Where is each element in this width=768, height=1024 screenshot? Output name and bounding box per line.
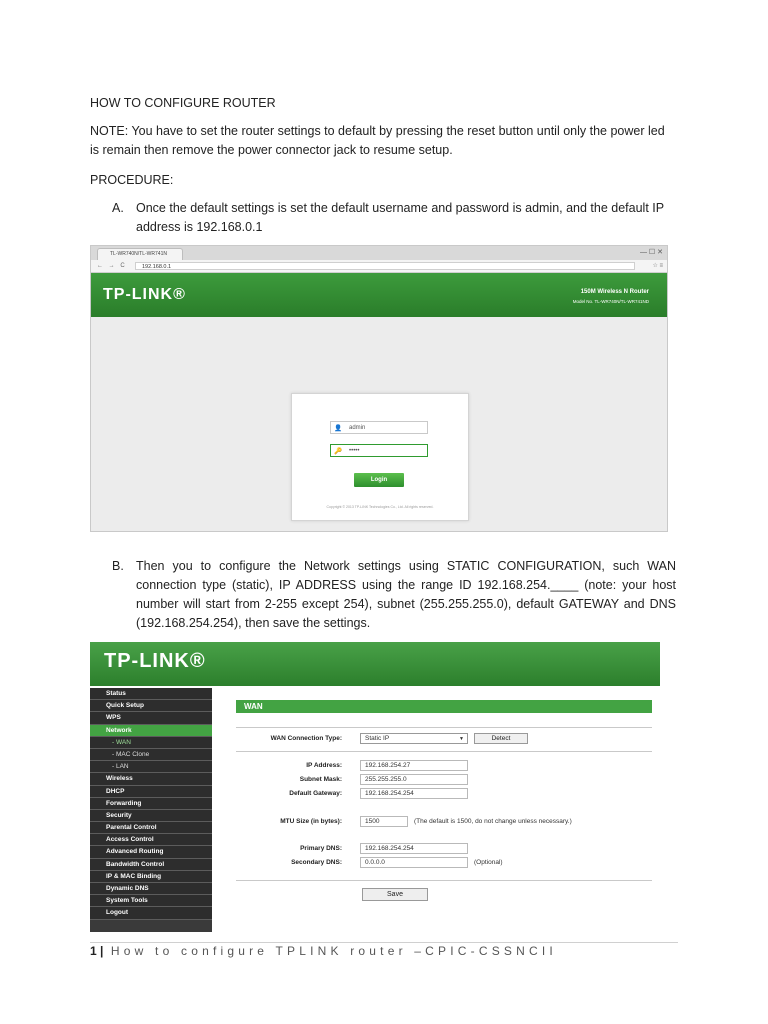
divider — [236, 880, 652, 881]
page-footer — [90, 944, 557, 958]
username-value: admin — [349, 425, 366, 431]
page-number: 1 | — [90, 944, 104, 958]
step-a-text: Once the default settings is set the default username and password is admin, and the default IP address is 192.168.0.1 — [136, 201, 664, 234]
browser-tab[interactable]: TL-WR740N/TL-WR741N — [97, 248, 183, 260]
mask-row — [236, 774, 652, 786]
dns2-label: Secondary DNS: — [291, 859, 342, 866]
menu-item[interactable]: Advanced Routing — [90, 846, 212, 858]
step-b — [112, 557, 676, 633]
browser-nav-icons[interactable]: ← → C — [97, 263, 127, 269]
ip-row — [236, 760, 652, 772]
dns2-row — [236, 857, 652, 869]
mask-input[interactable]: 255.255.255.0 — [360, 774, 468, 785]
product-name: 150M Wireless N Router — [580, 289, 649, 295]
step-b-letter: B. — [112, 559, 124, 573]
menu-item[interactable]: Dynamic DNS — [90, 883, 212, 895]
menu-item[interactable]: Status — [90, 688, 212, 700]
menu-item[interactable]: Security — [90, 810, 212, 822]
step-b-text: Then you to configure the Network settings using STATIC CONFIGURATION, such WAN connection type (static), IP ADDRESS using the range ID 192.168.254.____ (note: your host number will start from 2-255 except 254), subnet (255.255.255.0), default GATEWAY and DNS (192.168.254.254), then save the settings. — [136, 559, 676, 630]
save-button[interactable]: Save — [362, 888, 428, 901]
menu-item[interactable]: System Tools — [90, 895, 212, 907]
divider — [236, 727, 652, 728]
window-controls[interactable]: — ☐ ✕ — [639, 249, 663, 256]
url-input[interactable]: 192.168.0.1 — [135, 262, 635, 270]
conn-type-label: WAN Connection Type: — [270, 735, 342, 742]
menu-item[interactable]: WPS — [90, 712, 212, 724]
browser-tab-bar — [91, 246, 667, 260]
menu-item[interactable]: IP & MAC Binding — [90, 871, 212, 883]
mtu-input[interactable]: 1500 — [360, 816, 408, 827]
login-dialog — [291, 393, 469, 521]
dns1-label: Primary DNS: — [300, 845, 342, 852]
dns1-row — [236, 843, 652, 855]
menu-item[interactable]: Quick Setup — [90, 700, 212, 712]
login-button[interactable]: Login — [354, 473, 404, 487]
menu-item[interactable]: - MAC Clone — [90, 749, 212, 761]
ip-input[interactable]: 192.168.254.27 — [360, 760, 468, 771]
mask-label: Subnet Mask: — [299, 776, 342, 783]
menu-item[interactable]: Access Control — [90, 834, 212, 846]
dropdown-arrow-icon: ▼ — [459, 736, 464, 742]
model-number: Model No. TL-WR740N/TL-WR741ND — [572, 299, 649, 304]
tplink-logo: TP-LINK® — [104, 650, 206, 672]
procedure-label: PROCEDURE: — [90, 173, 174, 187]
mtu-hint: (The default is 1500, do not change unless necessary.) — [414, 818, 572, 825]
password-value: ••••• — [349, 448, 360, 454]
password-field[interactable] — [330, 444, 428, 457]
ip-label: IP Address: — [306, 762, 342, 769]
menu-item[interactable]: Parental Control — [90, 822, 212, 834]
dns2-input[interactable]: 0.0.0.0 — [360, 857, 468, 868]
wan-settings-panel — [236, 700, 652, 898]
browser-menu-icons[interactable]: ☆ ≡ — [652, 263, 663, 269]
router-menu — [90, 688, 212, 932]
key-icon: 🔑 — [334, 448, 343, 455]
menu-item[interactable]: - LAN — [90, 761, 212, 773]
conn-type-value: Static IP — [365, 735, 390, 742]
footer-line — [90, 942, 678, 943]
step-a-letter: A. — [112, 201, 124, 215]
wan-screenshot — [90, 642, 660, 932]
dns1-input[interactable]: 192.168.254.254 — [360, 843, 468, 854]
gateway-input[interactable]: 192.168.254.254 — [360, 788, 468, 799]
login-screenshot — [90, 245, 668, 532]
gateway-label: Default Gateway: — [289, 790, 342, 797]
detect-button[interactable]: Detect — [474, 733, 528, 744]
username-field[interactable] — [330, 421, 428, 434]
router-banner — [90, 642, 660, 686]
menu-item[interactable]: - WAN — [90, 737, 212, 749]
tplink-logo: TP-LINK® — [103, 286, 186, 303]
gateway-row — [236, 788, 652, 800]
menu-item[interactable]: Network — [90, 725, 212, 737]
menu-item[interactable]: Logout — [90, 907, 212, 919]
conn-type-select[interactable] — [360, 733, 468, 744]
router-banner — [91, 273, 667, 317]
menu-item[interactable]: DHCP — [90, 786, 212, 798]
step-a — [112, 199, 672, 237]
setup-note: NOTE: You have to set the router settings to default by pressing the reset button until only the power led is remain then remove the power connector jack to resume setup. — [90, 124, 665, 157]
document-heading: HOW TO CONFIGURE ROUTER — [90, 96, 276, 110]
menu-item[interactable]: Bandwidth Control — [90, 859, 212, 871]
mtu-row — [236, 816, 652, 828]
address-bar — [91, 260, 667, 273]
menu-item[interactable]: Wireless — [90, 773, 212, 785]
menu-item[interactable]: Forwarding — [90, 798, 212, 810]
divider — [236, 751, 652, 752]
mtu-label: MTU Size (in bytes): — [280, 818, 342, 825]
conn-type-row — [236, 733, 652, 745]
user-icon: 👤 — [334, 425, 343, 432]
product-info — [573, 288, 649, 306]
section-title: WAN — [236, 700, 652, 713]
dns2-hint: (Optional) — [474, 859, 503, 866]
footer-title: How to configure TPLINK router –CPIC-CSSNCII — [103, 944, 557, 958]
copyright-text: Copyright © 2013 TP-LINK Technologies Co., Ltd. All rights reserved. — [326, 505, 434, 509]
